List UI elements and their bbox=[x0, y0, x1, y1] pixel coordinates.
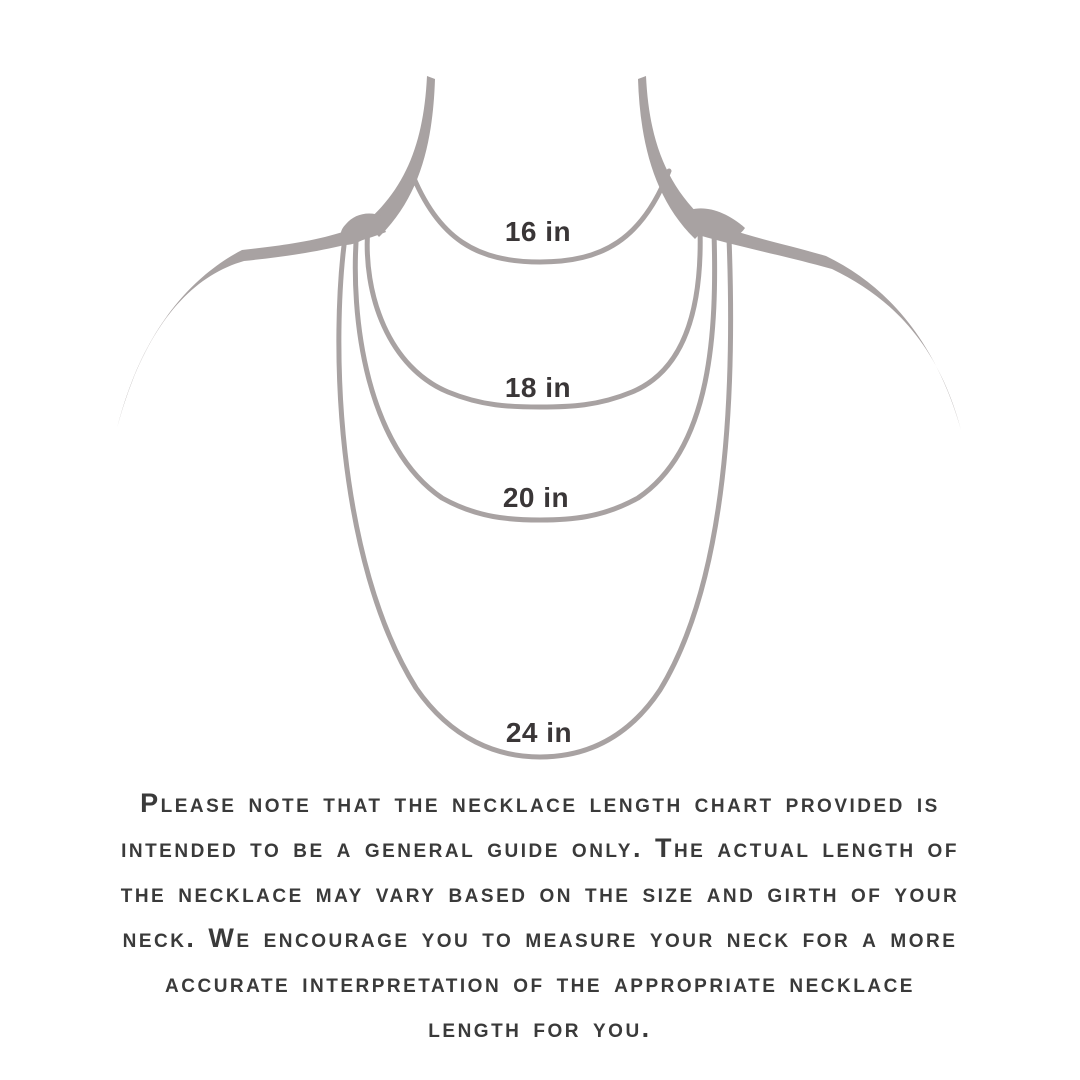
disclaimer-line: intended to be a general guide only. The actual length of bbox=[121, 833, 959, 863]
disclaimer-text bbox=[20, 781, 1060, 1051]
length-label-16in: 16 in bbox=[504, 216, 572, 247]
disclaimer-line: neck. We encourage you to measure your neck for a more bbox=[122, 923, 958, 953]
length-label-20in: 20 in bbox=[502, 482, 570, 513]
disclaimer-line: Please note that the necklace length chart provided is bbox=[140, 788, 940, 818]
disclaimer-line: length for you. bbox=[428, 1013, 652, 1043]
length-label-24in: 24 in bbox=[505, 717, 573, 748]
disclaimer-line: the necklace may vary based on the size and girth of your bbox=[120, 878, 960, 908]
neck-left-line bbox=[366, 76, 435, 237]
length-label-18in: 18 in bbox=[504, 372, 572, 403]
disclaimer-line: accurate interpretation of the appropriate necklace bbox=[165, 968, 915, 998]
